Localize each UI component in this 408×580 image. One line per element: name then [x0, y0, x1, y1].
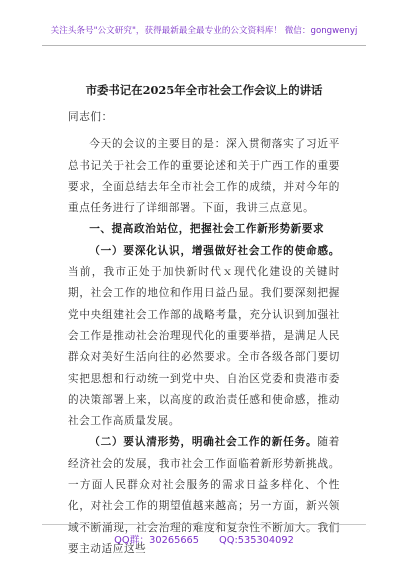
footer-qq-number: QQ:535304092: [219, 535, 294, 546]
footer-qq-group: QQ群：30265665: [114, 535, 200, 546]
footer: [0, 532, 408, 546]
page-title: 市委书记在2025年全市社会工作会议上的讲话: [85, 83, 323, 97]
footer-divider: [42, 524, 366, 525]
section-heading-1: 一、提高政治站位，把握社会工作新形势新要求: [89, 223, 325, 236]
paragraph-2-body: 随着经济社会的发展，我市社会工作面临着新形势新挑战。一方面人民群众对社会服务的需求日益多样化、个性化，对社会工作的期望值越来越高；另一方面，新兴领域不断涌现，社会治理的难度和复杂性不断加大。我们要主动适应这些: [68, 436, 340, 555]
greeting: 同志们：: [68, 111, 113, 123]
intro-paragraph: 今天的会议的主要目的是：深入贯彻落实了习近平总书记关于社会工作的重要论述和关于广西工作的重要要求，全面总结去年全市社会工作的成绩，并对今年的重点任务进行了详细部署。下面，我讲三点意见。: [68, 138, 340, 215]
paragraph-1-body: 当前，我市正处于加快新时代ｘ现代化建设的关键时期，社会工作的地位和作用日益凸显。我们要深刻把握党中央组建社会工作部的战略考量，充分认识到加强社会工作是推动社会治理现代化的重要举措，是满足人民群众对美好生活向往的必然要求。全市各级各部门要切实把思想和行动统一到党中央、自治区党委和贵港市委的决策部署上来，以高度的政治责任感和使命感，推动社会工作高质量发展。: [68, 266, 340, 428]
subsection-heading-1: （一）要深化认识，增强做好社会工作的使命感。: [89, 244, 340, 257]
header-banner: 关注头条号"公文研究"，获得最新最全最专业的公文资料库！ 微信：gongwenyj: [50, 26, 358, 36]
subsection-heading-2: （二）要认清形势，明确社会工作的新任务。: [89, 436, 318, 449]
document-body: [68, 107, 340, 560]
paragraph-1: [68, 241, 340, 433]
header-divider: [42, 45, 366, 46]
